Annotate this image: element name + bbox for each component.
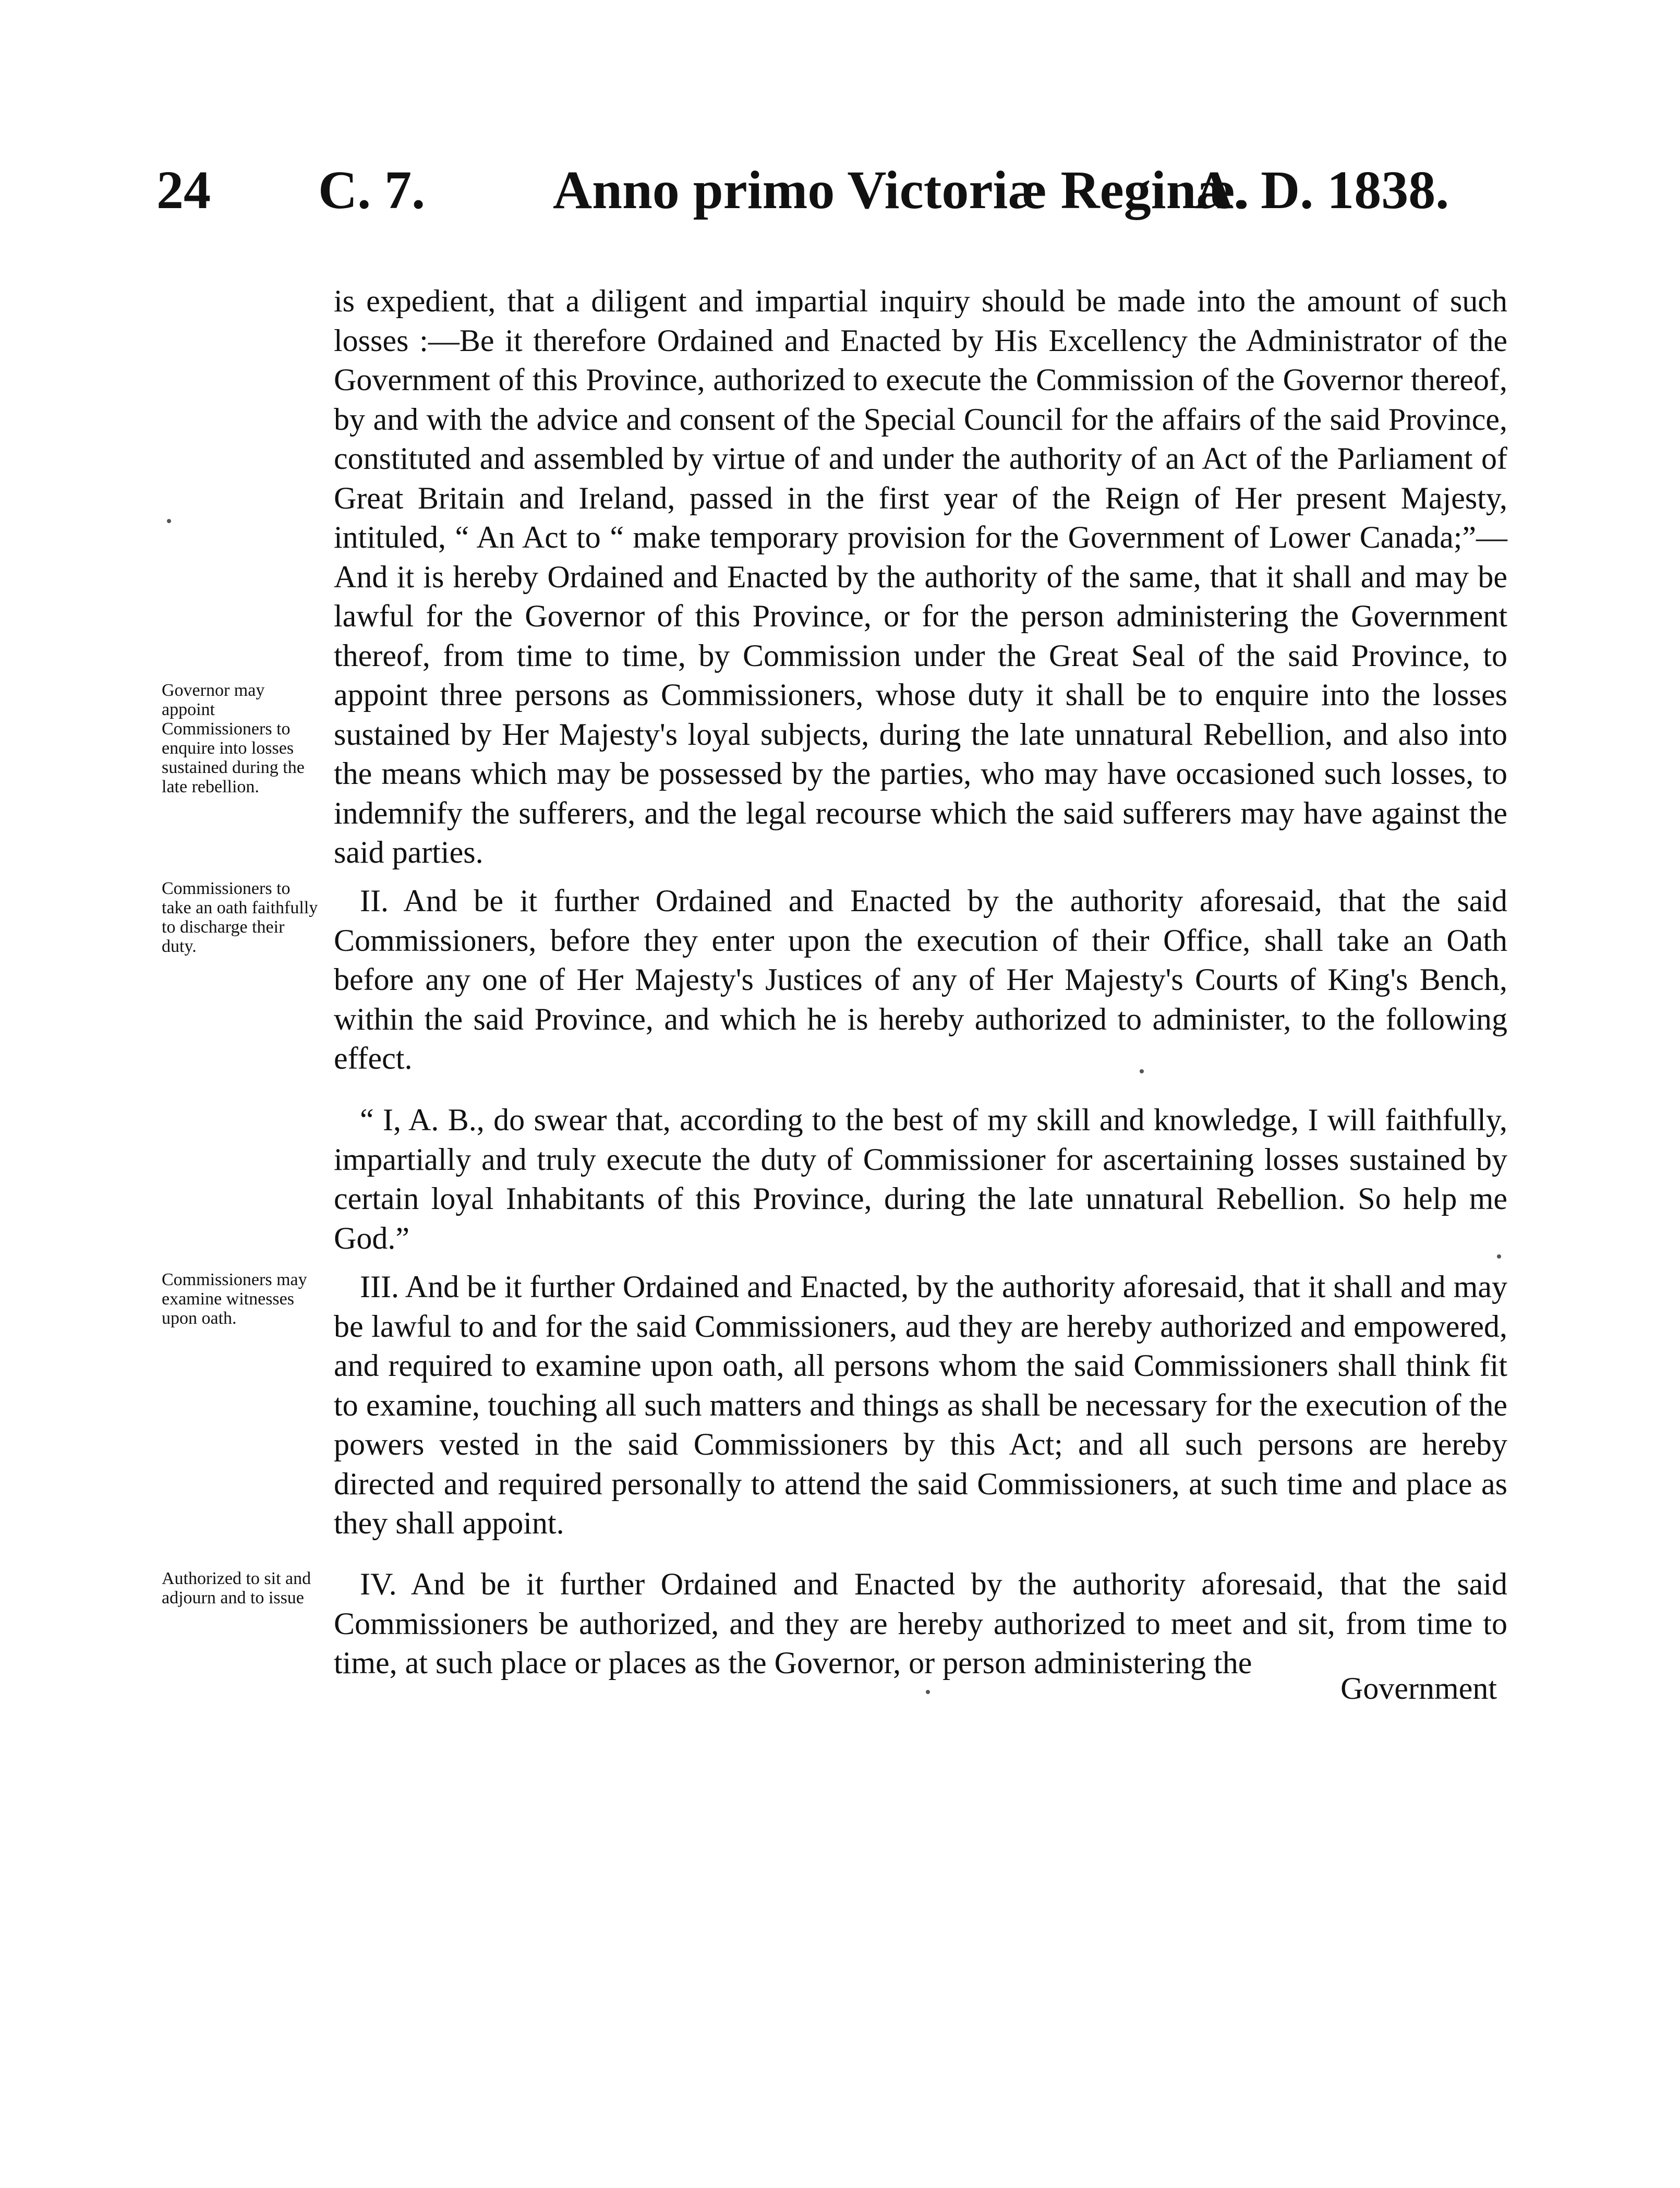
speck-mark [926, 1690, 930, 1694]
paragraph-text: IV. And be it further Ordained and Enacted by the authority aforesaid, that the said Commissioners be authorized, and they are hereby authorized to meet and sit, from time to time, at such place or places as the Governor, or person administering the [334, 1567, 1507, 1680]
paragraph-section-4 [334, 1565, 1507, 1683]
paragraph-section-3 [334, 1267, 1507, 1543]
paragraph-text: is expedient, that a diligent and impartial inquiry should be made into the amount of such losses :—Be it therefore Ordained and Enacted by His Excellency the Administrator of the Government of this Province, authorized to execute the Commission of the Governor thereof, by and with the advice and consent of the Special Council for the affairs of the said Province, constituted and assembled by virtue of and under the authority of an Act of the Parliament of Great Britain and Ireland, passed in the first year of the Reign of Her present Majesty, intituled, “ An Act to “ make temporary provision for the Government of Lower Canada;”—And it is hereby Ordained and Enacted by the authority of the same, that it shall and may be lawful for the Governor of this Province, or for the person administering the Government thereof, from time to time, by Commission under the Great Seal of the said Province, to appoint three persons as Commissioners, whose duty it shall be to enquire into the losses sustained by Her Majesty's loyal subjects, during the late unnatural Rebellion, and also into the means which may be possessed by the parties, who may have occasioned such losses, to indemnify the sufferers, and the legal recourse which the said sufferers may have against the said parties. [334, 284, 1507, 869]
page-header [156, 156, 1492, 224]
margin-note-oath: Commissioners to take an oath faithfully to discharge their duty. [162, 879, 318, 956]
margin-note-appointment: Governor may appoint Commissioners to enquire into losses sustained during the late rebellion. [162, 681, 305, 796]
catchword: Government [1340, 1671, 1497, 1706]
speck-mark [1497, 1254, 1501, 1259]
speck-mark [167, 519, 171, 523]
running-title: Anno primo Victoriæ Reginæ. [553, 160, 1249, 220]
chapter-number: C. 7. [318, 160, 426, 220]
speck-mark [1140, 1069, 1144, 1073]
paragraph-text: II. And be it further Ordained and Enacted by the authority aforesaid, that the said Commissioners, before they enter upon the execution of their Office, shall take an Oath before any one of Her Majesty's Justices of any of Her Majesty's Courts of King's Bench, within the said Province, and which he is hereby authorized to administer, to the following effect. [334, 884, 1507, 1075]
paragraph-text: III. And be it further Ordained and Enacted, by the authority aforesaid, that it shall and may be lawful to and for the said Commissioners, aud they are hereby authorized and empowered, and required to examine upon oath, all persons whom the said Commissioners shall think fit to examine, touching all such matters and things as shall be necessary for the execution of the powers vested in the said Commissioners by this Act; and all such persons are hereby directed and required personally to attend the said Commissioners, at such time and place as they shall appoint. [334, 1270, 1507, 1540]
margin-note-witnesses: Commissioners may examine witnesses upon oath. [162, 1270, 307, 1328]
page-number: 24 [156, 160, 211, 220]
paragraph-text: “ I, A. B., do swear that, according to the best of my skill and knowledge, I will faithfully, impartially and truly execute the duty of Commissioner for ascertaining losses sustained by certain loyal Inhabitants of this Province, during the late unnatural Rebellion. So help me God.” [334, 1103, 1507, 1255]
margin-note-sittings: Authorized to sit and adjourn and to issue [162, 1569, 311, 1607]
paragraph-oath [334, 1101, 1507, 1258]
paragraph-section-2 [334, 881, 1507, 1079]
year-label: A. D. 1838. [1194, 160, 1449, 220]
paragraph-preamble [334, 282, 1507, 873]
